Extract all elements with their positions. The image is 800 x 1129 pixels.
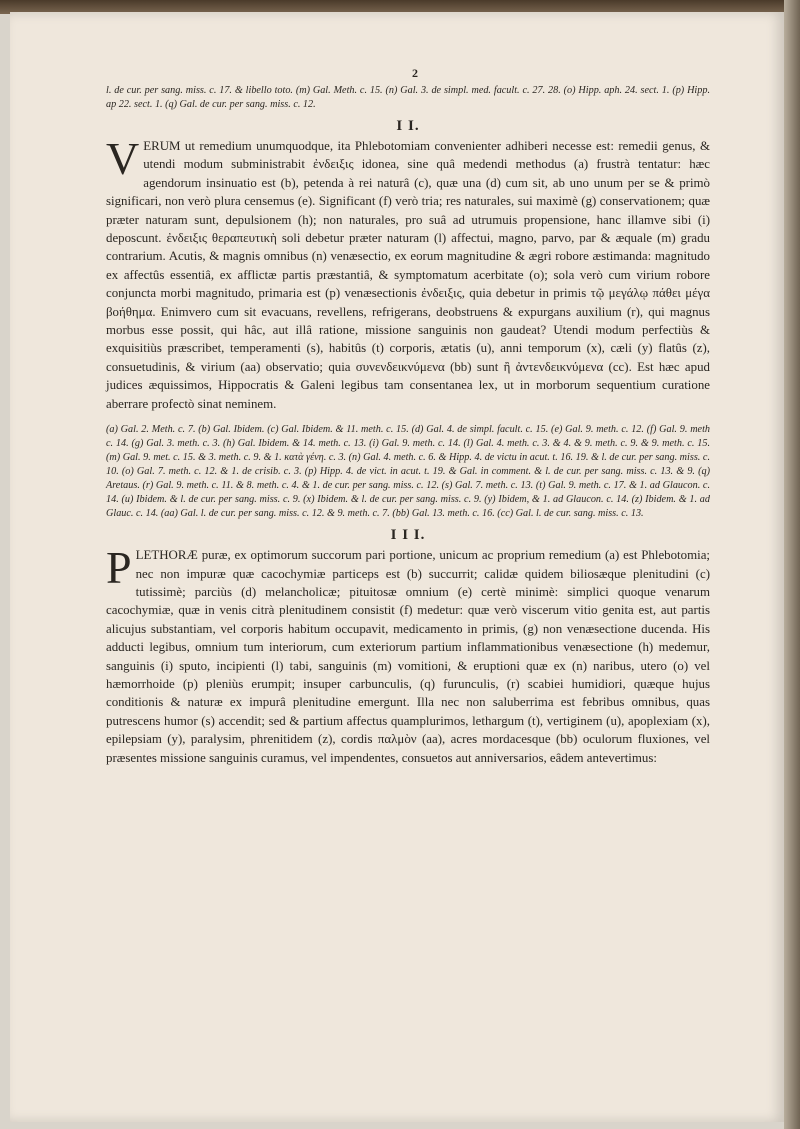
footnotes-top: l. de cur. per sang. miss. c. 17. & libello toto. (m) Gal. Meth. c. 15. (n) Gal. 3. de simpl. med. facult. c. 27. 28. (o) Hipp. aph. 24. sect. 1. (p) Hipp. ap 22. sect. 1. (q) Gal. de cur. per sang. miss. c. 12. (106, 85, 710, 110)
section-heading-2: I I. (396, 118, 420, 134)
section-paragraph-3 (106, 542, 710, 767)
book-edge (784, 0, 800, 1129)
page-content (106, 70, 710, 767)
section-paragraph-2 (106, 133, 710, 413)
drop-cap: P (106, 542, 132, 594)
footnotes-section-2: (a) Gal. 2. Meth. c. 7. (b) Gal. Ibidem. (c) Gal. Ibidem. & 11. meth. c. 15. (d) Gal. 4. de simpl. facult. c. 15. (e) Gal. 9. meth. c. 12. (f) Gal. 9. meth c. 14. (g) Gal. 3. meth. c. 3. (h) Gal. Ibidem. & 14. meth. c. 13. (i) Gal. 9. meth. c. 14. (l) Gal. 4. meth. c. 3. & 4. & 9. meth. c. 9. & 9. meth. c. 15. (m) Gal. 9. met. c. 15. & 3. meth. c. 9. & 1. κατὰ γένη. c. 3. (n) Gal. 4. meth. c. 6. & Hipp. 4. de victu in acut. t. 16. 19. & l. de cur. per sang. miss. c. 10. (o) Gal. 7. meth. c. 12. & 1. de crisib. c. 3. (p) Hipp. 4. de vict. in acut. t. 19. & Gal. in comment. & l. de cur. per sang. miss. c. 13. & 9. (q) Aretaus. (r) Gal. 9. meth. c. 11. & 8. meth. c. 4. & 1. de cur. per sang. miss. c. 12. (s) Gal. 7. meth. c. 13. (t) Gal. 9. meth. c. 17. & 1. ad Glaucon. c. 14. (u) Ibidem. & l. de cur. per sang. miss. c. 9. (x) Ibidem. & l. de cur. per sang. miss. c. 9. (y) Ibidem, & 1. ad Glaucon. c. 14. (z) Ibidem. & 1. ad Glauc. c. 14. (aa) Gal. l. de cur. per sang. miss. c. 12. & 9. meth. c. 7. (bb) Gal. 13. meth. c. 16. (cc) Gal. l. de cur. sang. miss. c. 13. (106, 424, 710, 520)
drop-cap: V (106, 133, 140, 184)
paragraph-text: LETHORÆ puræ, ex optimorum succorum pari portione, unicum ac proprium remedium (a) est Phlebotomia; nec non impuræ quæ cacochymiæ particeps est (b) succurrit; calidæ quidem biliosæque plenitudini (c) tutissimè; parciùs (d) melancholicæ; pituitosæ omnium (e) certè minimè: simplici quoque venarum cacochymiæ, quæ in venis citrà plenitudinem consistit (f) medetur: quæ verò viscerum vitio genita est, aut partis alicujus substantiam, vel corporis habitum occupavit, medicamento in primis, (g) non venæsectione ducenda. His adducti legibus, omnium tum interiorum, cum exteriorum partium inflammationibus venæsectione (h) medemur, sanguinis (i) sputo, incipienti (l) tabi, sanguinis (m) vomitioni, & eruptioni quæ ex (n) naribus, utero (o) vel hæmorrhoide (p) pleniùs erumpit; insuper carbunculis, (q) furunculis, (r) scabiei humidiori, quæque hujus conditionis & naturæ ex impurâ plenitudine emergunt. Illa nec non saluberrima est febribus omnibus, quas putrescens humor (s) accendit; sed & partium affectus quamplurimos, lethargum (t), vertiginem (u), apoplexiam (x), epilepsiam (y), paralysim, phrenitidem (z), cordis παλμὸν (aa), acres mordacesque (bb) oculorum fluxiones, vel præsentes missione sanguinis curamus, vel impendentes, consuetos aut anniversarios, eâdem antevertimus: (106, 548, 710, 765)
page-number: 2 (412, 66, 418, 80)
section-heading-3: I I I. (390, 527, 426, 544)
paragraph-text: ERUM ut remedium unumquodque, ita Phlebotomiam convenienter adhiberi necesse est: remedii genus, & utendi modum subministrabit ἐνδειξις idonea, sine quâ medendi methodus (a) frustrà tentatur: hæc agendorum insinuatio est (b), petenda à rei naturâ (c), quæ una (d) cum sit, ab uno unum per se & primò significari, non verò plura censemus (e). Significant (f) verò tria; res naturales, sui maximè (g) conservationem; quæ præter naturam sunt, depulsionem (h); non naturales, pro suâ ad utrumuis propensione, hanc illamve sibi (i) deposcunt. ἐνδειξις θεραπευτικὴ soli debetur præter naturam (l) affectui, magno, parvo, par & æquale (m) gradu contrarium. Acutis, & magnis omnibus (n) venæsectio, ex eorum magnitudine & ægri robore æstimanda: magnitudo ex affectûs essentiâ, ex afflictæ partis præstantiâ, & symptomatum acerbitate (o); sola verò cum virium robore conjuncta morbi magnitudo, primaria est (p) venæsectionis ἐνδειξις, quia debetur in primis τῷ μεγάλῳ πάθει μέγα βοήθημα. Enimvero cum sit evacuans, revellens, refrigerans, deobstruens & expurgans auxilium (r), qui magnus morbus esse possit, qui hâc, aut illâ ratione, missione sanguinis non gaudeat? Utendi modum perfectiùs & exquisitiùs præscribet, temperamenti (s), habitûs (t) corporis, ætatis (u), anni temporum (x), cæli (y) flatûs (z), consuetudinis, & virium (aa) observatio; quia συνενδεικνύμενα (bb) sunt ἢ ἀντενδεικνύμενα (cc). Est hæc apud judices æquissimos, Hippocratis & Galeni legibus tam consentanea lex, ut in morborum sequentium curatione aberrare profectò sinat neminem. (106, 139, 710, 411)
